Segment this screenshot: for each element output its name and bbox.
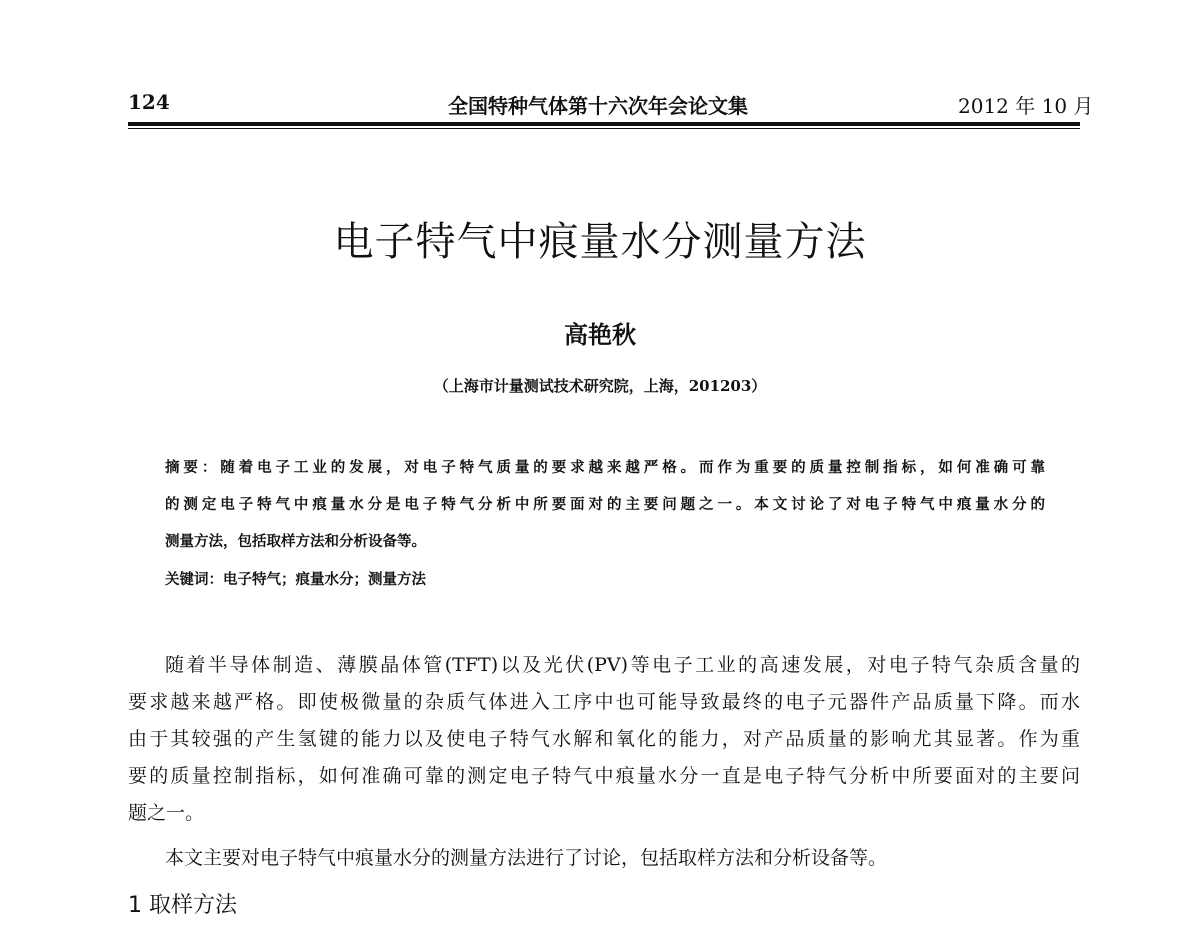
abstract-line: 测量方法，包括取样方法和分析设备等。 bbox=[165, 533, 426, 550]
header-rule-thin bbox=[128, 128, 1080, 129]
body-line: 要的质量控制指标，如何准确可靠的测定电子特气中痕量水分一直是电子特气分析中所要面对的主要问 bbox=[128, 765, 1080, 787]
paper-title: 电子特气中痕量水分测量方法 bbox=[333, 219, 867, 265]
author: 高艳秋 bbox=[564, 320, 636, 349]
body-line: 由于其较强的产生氢键的能力以及使电子特气水解和氧化的能力，对产品质量的影响尤其显著。作为重 bbox=[128, 728, 1080, 750]
journal-title: 全国特种气体第十六次年会论文集 bbox=[448, 94, 748, 118]
body-line: 要求越来越严格。即使极微量的杂质气体进入工序中也可能导致最终的电子元器件产品质量下降。而水 bbox=[128, 691, 1080, 713]
publication-date: 2012 年 10 月 bbox=[958, 94, 1094, 118]
body-line: 题之一。 bbox=[128, 802, 205, 824]
keywords: 关键词：电子特气；痕量水分；测量方法 bbox=[165, 571, 426, 588]
body-line: 随着半导体制造、薄膜晶体管(TFT)以及光伏(PV)等电子工业的高速发展，对电子特气杂质含量的 bbox=[165, 654, 1080, 676]
abstract-line: 摘要：随着电子工业的发展，对电子特气质量的要求越来越严格。而作为重要的质量控制指标，如何准确可靠 bbox=[165, 459, 1045, 476]
section-heading: 1 取样方法 bbox=[128, 893, 237, 918]
abstract-line: 的测定电子特气中痕量水分是电子特气分析中所要面对的主要问题之一。本文讨论了对电子特气中痕量水分的 bbox=[165, 496, 1045, 513]
body-paragraph-2: 本文主要对电子特气中痕量水分的测量方法进行了讨论，包括取样方法和分析设备等。 bbox=[165, 847, 888, 869]
header-rule bbox=[128, 122, 1080, 126]
page-number: 124 bbox=[128, 90, 170, 114]
affiliation: （上海市计量测试技术研究院，上海，201203） bbox=[433, 377, 767, 395]
